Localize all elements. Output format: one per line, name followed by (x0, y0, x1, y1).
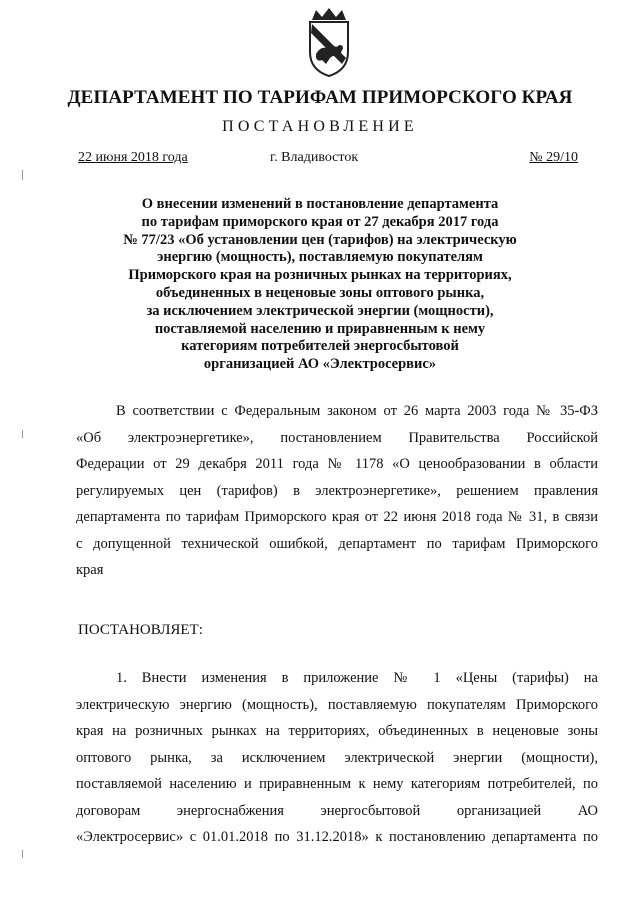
subject-line: категориям потребителей энергосбытовой (181, 338, 459, 355)
paragraph-line: Федерации от 29 декабря 2011 года № 1178 «О ценообразовании в области (76, 456, 598, 472)
department-name: ДЕПАРТАМЕНТ ПО ТАРИФАМ ПРИМОРСКОГО КРАЯ (67, 87, 573, 108)
scan-mark (22, 170, 23, 180)
subject-line: организацией АО «Электросервис» (203, 356, 437, 373)
subject-line: по тарифам приморского края от 27 декабря 2017 года (141, 213, 499, 230)
paragraph-line: департамента по тарифам Приморского края от 22 июня 2018 года № 31, в связи (76, 509, 598, 525)
subject-line: поставляемой населению и приравненным к нему (154, 320, 486, 337)
paragraph-line: оптового рынка, за исключением электрической энергии (мощности), (76, 749, 598, 766)
subject-line: Приморского края на розничных рынках на территориях, (128, 267, 512, 284)
paragraph-line: поставляемой населению и приравненным к нему категориям потребителей, по (76, 776, 598, 792)
paragraph-line: с допущенной технической ошибкой, департамент по тарифам Приморского (76, 535, 598, 552)
document-type: ПОСТАНОВЛЕНИЕ (222, 118, 418, 135)
paragraph-line: В соответствии с Федеральным законом от 26 марта 2003 года № 35-ФЗ (116, 403, 598, 419)
subject-line: за исключением электрической энергии (мощности), (146, 302, 494, 319)
subject-line: объединенных в неценовые зоны оптового рынка, (155, 284, 485, 301)
paragraph-line: «Об электроэнергетике», постановлением Правительства Российской (76, 429, 598, 446)
subject-line: энергию (мощность), поставляемую покупателям (157, 249, 483, 266)
paragraph-line: регулируемых цен (тарифов) в электроэнергетике», решением правления (76, 482, 598, 499)
scan-mark (22, 850, 23, 858)
document-city: г. Владивосток (270, 150, 359, 165)
document-subject (80, 196, 560, 374)
paragraph-line: края на розничных рынках на территориях, объединенных в неценовые зоны (76, 723, 598, 739)
coat-of-arms-icon (298, 8, 360, 78)
scan-mark (22, 430, 23, 438)
resolve-heading: ПОСТАНОВЛЯЕТ: (78, 622, 203, 638)
preamble-paragraph (76, 398, 598, 584)
paragraph-line: 1. Внести изменения в приложение № 1 «Цены (тарифы) на (116, 670, 598, 686)
paragraph-line: края (76, 562, 104, 578)
subject-line: № 77/23 «Об установлении цен (тарифов) на электрическую (123, 231, 517, 248)
paragraph-line: «Электросервис» с 01.01.2018 по 31.12.2018» к постановлению департамента по (76, 829, 598, 845)
paragraph-line: электрическую энергию (мощность), поставляемую покупателям Приморского (76, 696, 598, 713)
document-date: 22 июня 2018 года (78, 150, 188, 165)
paragraph-line: договорам энергоснабжения энергосбытовой организацией АО (76, 802, 598, 819)
document-number: № 29/10 (529, 150, 578, 165)
item-1-paragraph (76, 665, 598, 851)
subject-line: О внесении изменений в постановление департамента (141, 196, 499, 212)
